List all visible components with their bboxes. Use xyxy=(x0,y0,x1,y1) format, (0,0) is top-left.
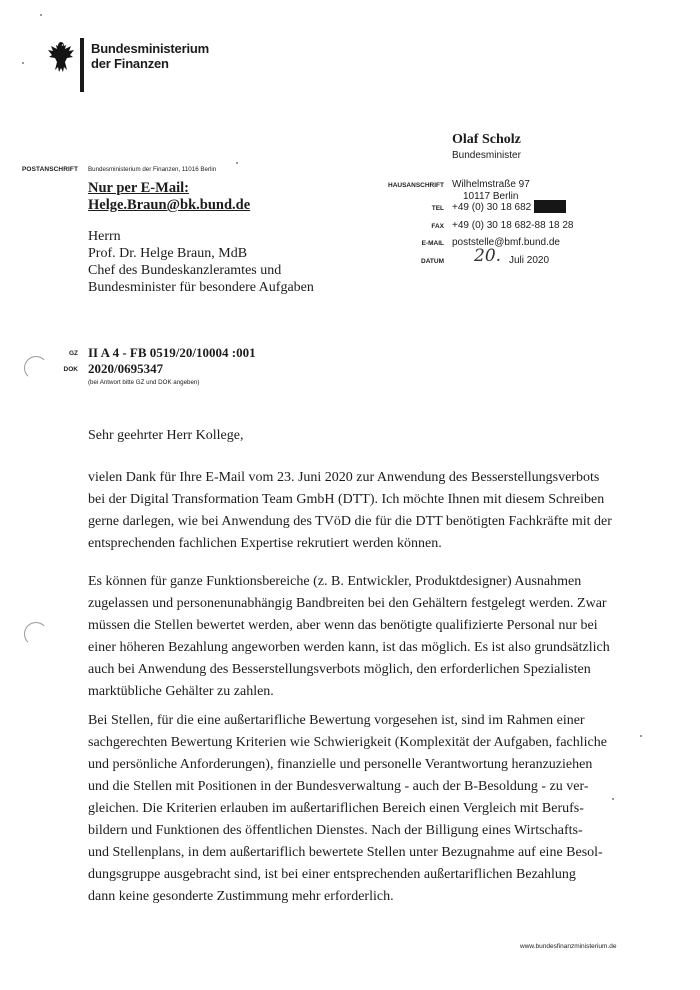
paragraph-3 xyxy=(88,710,648,908)
salutation: Sehr geehrter Herr Kollege, xyxy=(88,428,244,443)
paragraph-line: gerne darlegen, wie bei Anwendung des TVöD die für die DTT benötigten Fachkräfte mit der xyxy=(88,514,612,529)
scan-speck xyxy=(640,735,642,737)
paragraph-line: und persönliche Anforderungen), finanzielle und personelle Verantwortung heranzuziehen xyxy=(88,757,593,772)
paragraph-line: und die Stellen mit Positionen in der Bundesverwaltung - auch der B-Besoldung - zu ver- xyxy=(88,779,589,794)
dok-value: 2020/0695347 xyxy=(88,361,164,376)
paragraph-line: bildern und Funktionen des öffentlichen Dienstes. Nach der Billigung eines Wirtschafts- xyxy=(88,823,583,838)
delivery-method: Nur per E-Mail: xyxy=(88,180,189,196)
paragraph-line: zugelassen und personenunabhängig Bandbreiten bei den Gehältern festgelegt werden. Zwar xyxy=(88,596,607,611)
email-label: E-MAIL xyxy=(421,240,444,247)
datum-day: 20. xyxy=(474,246,502,266)
fax-value: +49 (0) 30 18 682-88 18 28 xyxy=(452,220,574,231)
federal-eagle-logo xyxy=(47,40,75,74)
tel-value: +49 (0) 30 18 682 xyxy=(452,202,532,213)
paragraph-1 xyxy=(88,467,648,555)
postanschrift-value: Bundesministerium der Finanzen, 11016 Berlin xyxy=(88,166,217,173)
paragraph-line: vielen Dank für Ihre E-Mail vom 23. Juni 2020 zur Anwendung des Besserstellungsverbots xyxy=(88,470,600,485)
punch-hole-mark xyxy=(24,356,48,380)
fax-label: FAX xyxy=(431,223,444,230)
paragraph-line: dungsgruppe ausgebracht sind, ist bei einer entsprechenden außertariflichen Bezahlung xyxy=(88,867,576,882)
minister-name: Olaf Scholz xyxy=(452,132,521,147)
delivery-note xyxy=(88,180,250,214)
paragraph-2 xyxy=(88,571,648,703)
postanschrift-label: POSTANSCHRIFT xyxy=(22,166,79,173)
paragraph-line: gleichen. Die Kriterien erlauben im außertariflichen Bereich einen Vergleich mit Berufs- xyxy=(88,801,584,816)
paragraph-line: bei der Digital Transformation Team GmbH (DTT). Ich möchte Ihnen mit diesem Schreiben xyxy=(88,492,605,507)
footer-website[interactable]: www.bundesfinanzministerium.de xyxy=(520,943,617,950)
scan-speck xyxy=(236,162,238,164)
recipient-line: Bundesminister für besondere Aufgaben xyxy=(88,280,314,295)
hausanschrift-city: 10117 Berlin xyxy=(463,191,519,202)
tel-label: TEL xyxy=(431,205,444,212)
paragraph-line: sachgerechten Bewertung Kriterien wie Schwierigkeit (Komplexität der Aufgaben, fachliche xyxy=(88,735,607,750)
scan-speck xyxy=(40,14,42,16)
recipient-line: Prof. Dr. Helge Braun, MdB xyxy=(88,246,248,261)
scan-speck xyxy=(22,62,24,64)
redacted-phone-extension xyxy=(534,200,566,213)
paragraph-line: Es können für ganze Funktionsbereiche (z. B. Entwickler, Produktdesigner) Ausnahmen xyxy=(88,574,582,589)
email-value[interactable]: poststelle@bmf.bund.de xyxy=(452,237,560,248)
logo-divider-bar xyxy=(80,38,84,92)
ministry-name-line1: Bundesministerium xyxy=(91,41,209,56)
recipient-line: Herrn xyxy=(88,229,121,244)
paragraph-line: und Stellenplans, in dem außertariflich bewertete Stellen unter Bezugnahme auf eine Besol- xyxy=(88,845,603,860)
ministry-name-line2: der Finanzen xyxy=(91,56,169,71)
scan-speck xyxy=(612,798,614,800)
gz-label: GZ xyxy=(68,350,78,357)
paragraph-line: dann keine gesonderte Zustimmung mehr erforderlich. xyxy=(88,889,394,904)
datum-month-year: Juli 2020 xyxy=(509,255,550,266)
paragraph-line: müssen die Stellen bewertet werden, aber wenn das benötigte qualifizierte Personal nur bei xyxy=(88,618,598,633)
ministry-name xyxy=(91,41,209,71)
minister-title: Bundesminister xyxy=(452,150,521,161)
hausanschrift-label: HAUSANSCHRIFT xyxy=(388,182,444,189)
punch-hole-mark xyxy=(24,622,48,646)
datum-label: DATUM xyxy=(421,258,444,265)
paragraph-line: marktübliche Gehälter zu zahlen. xyxy=(88,684,274,699)
paragraph-line: Bei Stellen, für die eine außertarifliche Bewertung vorgesehen ist, sind im Rahmen einer xyxy=(88,713,585,728)
paragraph-line: auch bei Anwendung des Besserstellungsverbots möglich, den erforderlichen Spezialisten xyxy=(88,662,591,677)
datum-handwritten-day xyxy=(474,246,501,266)
paragraph-line: einer höheren Bezahlung angeworben werden kann, ist das möglich. Es ist also grundsätzlich xyxy=(88,640,610,655)
dok-label: DOK xyxy=(63,366,78,373)
paragraph-line: entsprechenden fachlichen Expertise rekrutiert werden können. xyxy=(88,536,442,551)
recipient-line: Chef des Bundeskanzleramtes und xyxy=(88,263,282,278)
recipient-email-link[interactable]: Helge.Braun@bk.bund.de xyxy=(88,197,251,213)
hausanschrift-street: Wilhelmstraße 97 xyxy=(452,179,530,190)
recipient-address xyxy=(88,228,314,296)
reference-note: (bei Antwort bitte GZ und DOK angeben) xyxy=(88,379,200,386)
gz-value: II A 4 - FB 0519/20/10004 :001 xyxy=(88,345,256,360)
